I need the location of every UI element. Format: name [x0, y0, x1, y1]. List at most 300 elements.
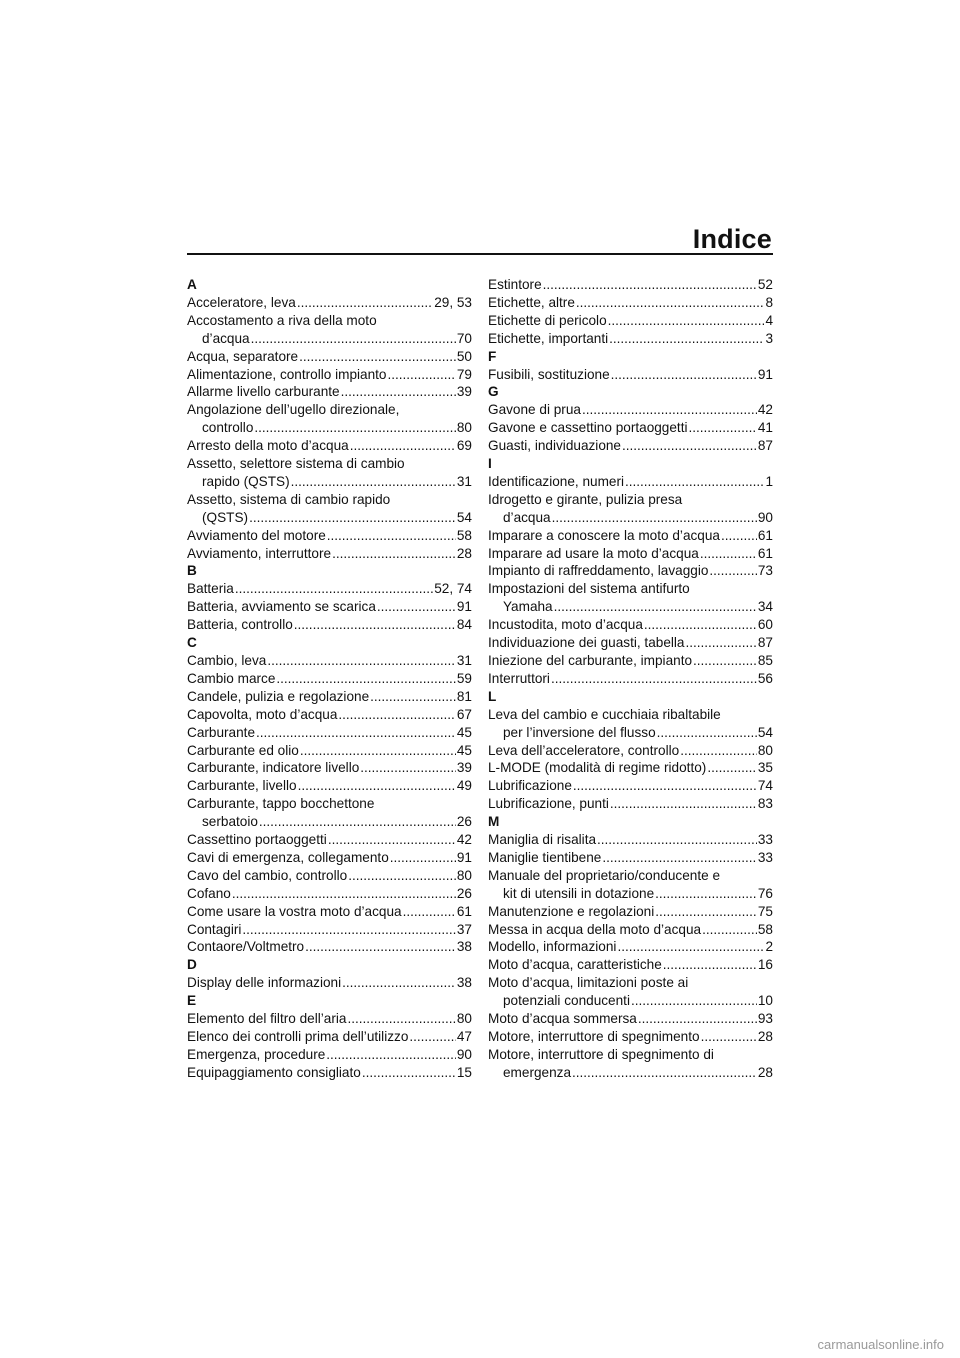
index-entry-text: Batteria, avviamento se scarica: [187, 599, 376, 615]
dot-leader: [602, 849, 757, 867]
dot-leader: [242, 921, 455, 939]
index-page-number: 10: [757, 993, 773, 1009]
dot-leader: [543, 276, 757, 294]
index-page-number: 1: [765, 473, 773, 489]
dot-leader: [403, 903, 456, 921]
dot-leader: [701, 1028, 757, 1046]
index-entry: [187, 670, 472, 688]
dot-leader: [622, 437, 757, 455]
index-page-number: 31: [456, 473, 472, 489]
index-page-number: 50: [456, 348, 472, 364]
title-divider: [187, 253, 773, 255]
dot-leader: [350, 437, 456, 455]
index-entry-text: Angolazione dell’ugello direzionale,: [187, 402, 400, 418]
index-entry: [488, 580, 773, 616]
dot-leader: [689, 419, 757, 437]
index-page-number: 38: [456, 975, 472, 991]
index-entry-text: rapido (QSTS): [202, 473, 290, 489]
index-entry-text: Manuale del proprietario/conducente e: [488, 867, 721, 883]
index-entry-text: Assetto, sistema di cambio rapido: [187, 491, 391, 507]
dot-leader: [267, 652, 456, 670]
index-page-number: 45: [456, 742, 472, 758]
index-entry: [488, 903, 773, 921]
index-entry-text: Batteria, controllo: [187, 617, 293, 633]
index-entry: [488, 437, 773, 455]
index-page-number: 56: [757, 670, 773, 686]
index-entry-text: Estintore: [488, 277, 542, 292]
index-entry-text: per l’inversione del flusso: [503, 724, 656, 740]
dot-leader: [291, 473, 456, 491]
dot-leader: [700, 545, 757, 563]
index-entry-text: Carburante, tappo bocchettone: [187, 796, 375, 812]
index-page-number: 93: [757, 1011, 773, 1027]
index-entry: [488, 921, 773, 939]
dot-leader: [611, 366, 757, 384]
index-entry: [187, 724, 472, 742]
index-entry: [488, 1046, 773, 1082]
index-entry-text: Leva dell’acceleratore, controllo: [488, 742, 680, 758]
dot-leader: [631, 992, 757, 1010]
dot-leader: [326, 1046, 456, 1064]
index-entry-text: d’acqua: [202, 330, 250, 346]
index-page-number: 61: [757, 545, 773, 561]
index-entry: [488, 330, 773, 348]
index-page-number: 85: [757, 652, 773, 668]
index-entry-text: controllo: [202, 420, 254, 436]
index-entry: [488, 276, 773, 294]
index-entry: [187, 921, 472, 939]
index-page-number: 75: [757, 903, 773, 919]
index-entry-text: Moto d’acqua, caratteristiche: [488, 957, 662, 973]
index-page-number: 16: [757, 957, 773, 973]
index-entry: [488, 742, 773, 760]
index-entry: [187, 1028, 472, 1046]
index-entry-text: Identificazione, numeri: [488, 473, 625, 489]
index-entry-text: serbatoio: [202, 814, 258, 830]
index-column-left: [187, 276, 472, 1082]
dot-leader: [609, 330, 764, 348]
index-entry: [488, 527, 773, 545]
index-entry: [187, 688, 472, 706]
dot-leader: [297, 294, 433, 312]
index-page-number: 80: [456, 867, 472, 883]
index-entry-text: Cavi di emergenza, collegamento: [187, 849, 389, 865]
index-page-number: 38: [456, 939, 472, 955]
index-entry: [187, 867, 472, 885]
index-page-number: 87: [757, 635, 773, 651]
index-entry: [488, 545, 773, 563]
index-letter-heading: I: [488, 456, 492, 472]
dot-leader: [256, 724, 456, 742]
index-entry-text: Cambio, leva: [187, 652, 267, 668]
index-entry: [488, 634, 773, 652]
dot-leader: [409, 1028, 455, 1046]
index-page-number: 34: [757, 599, 773, 615]
dot-leader: [608, 312, 765, 330]
index-entry: [488, 401, 773, 419]
index-letter-heading: F: [488, 348, 497, 364]
index-entry-text: Messa in acqua della moto d’acqua: [488, 921, 702, 937]
dot-leader: [276, 670, 455, 688]
index-entry-text: Cassettino portaoggetti: [187, 832, 327, 848]
dot-leader: [299, 348, 456, 366]
watermark: carmanualsonline.info: [817, 1337, 944, 1352]
index-entry-text: Accostamento a riva della moto: [187, 312, 377, 328]
index-letter-heading: E: [187, 993, 197, 1009]
dot-leader: [370, 688, 456, 706]
index-entry: [187, 366, 472, 384]
index-page-number: 80: [456, 420, 472, 436]
index-entry: [488, 795, 773, 813]
dot-leader: [572, 1064, 757, 1082]
dot-leader: [721, 527, 757, 545]
index-entry-text: Lubrificazione: [488, 778, 572, 794]
index-entry-text: Allarme livello carburante: [187, 384, 340, 400]
index-entry: [488, 491, 773, 527]
index-entry-text: d’acqua: [503, 509, 551, 525]
index-page-number: 2: [765, 939, 773, 955]
index-page-number: 52: [757, 277, 773, 292]
dot-leader: [232, 885, 456, 903]
dot-leader: [342, 974, 456, 992]
index-page-number: 41: [757, 420, 773, 436]
index-entry-text: Gavone e cassettino portaoggetti: [488, 420, 688, 436]
dot-leader: [551, 670, 757, 688]
index-letter-heading: L: [488, 688, 497, 704]
index-entry: [187, 849, 472, 867]
index-page-number: 70: [456, 330, 472, 346]
index-entry-text: Maniglie tientibene: [488, 849, 602, 865]
index-entry-text: Motore, interruttore di spegnimento: [488, 1028, 700, 1044]
dot-leader: [693, 652, 757, 670]
index-page-number: 29, 53: [434, 294, 472, 310]
index-page-number: 42: [757, 402, 773, 418]
index-entry: [488, 419, 773, 437]
index-letter-heading: D: [187, 957, 197, 973]
index-entry-text: Equipaggiamento consigliato: [187, 1064, 361, 1080]
index-entry-text: Cofano: [187, 885, 231, 901]
index-entry-text: Incustodita, moto d’acqua: [488, 617, 643, 633]
index-entry: [187, 795, 472, 831]
dot-leader: [305, 938, 456, 956]
index-entry: [187, 527, 472, 545]
index-entry: [187, 1046, 472, 1064]
index-entry-text: Assetto, selettore sistema di cambio: [187, 456, 405, 472]
index-entry-text: Guasti, individuazione: [488, 438, 621, 454]
index-page-number: 42: [456, 832, 472, 848]
index-entry: [488, 849, 773, 867]
index-page-number: 74: [757, 778, 773, 794]
dot-leader: [338, 706, 455, 724]
index-entry: [187, 974, 472, 992]
index-page-number: 67: [456, 706, 472, 722]
index-entry-text: Etichette, altre: [488, 294, 575, 310]
index-letter-heading: M: [488, 814, 500, 830]
dot-leader: [610, 795, 757, 813]
index-page-number: 54: [456, 509, 472, 525]
index-entry: [488, 562, 773, 580]
dot-leader: [251, 330, 456, 348]
index-page-number: 91: [456, 599, 472, 615]
index-entry-text: emergenza: [503, 1064, 572, 1080]
index-entry-text: Acqua, separatore: [187, 348, 299, 364]
index-entry: [187, 491, 472, 527]
index-page-number: 15: [456, 1064, 472, 1080]
dot-leader: [328, 831, 456, 849]
index-entry-text: Carburante, indicatore livello: [187, 760, 360, 776]
dot-leader: [686, 634, 757, 652]
index-entry: [488, 938, 773, 956]
index-entry: [488, 974, 773, 1010]
index-entry: [187, 455, 472, 491]
index-page-number: 39: [456, 384, 472, 400]
index-entry: [187, 759, 472, 777]
index-page-number: 49: [456, 778, 472, 794]
index-entry-text: Manutenzione e regolazioni: [488, 903, 655, 919]
index-page-number: 3: [765, 330, 773, 346]
index-letter-heading: C: [187, 635, 197, 651]
dot-leader: [348, 867, 456, 885]
index-entry-text: Candele, pulizia e regolazione: [187, 688, 370, 704]
index-entry-text: Carburante, livello: [187, 778, 297, 794]
index-entry: [488, 831, 773, 849]
index-page-number: 87: [757, 438, 773, 454]
index-page-number: 47: [456, 1028, 472, 1044]
dot-leader: [390, 849, 456, 867]
index-entry-text: Capovolta, moto d’acqua: [187, 706, 338, 722]
dot-leader: [327, 527, 456, 545]
index-entry-text: Moto d’acqua, limitazioni poste ai: [488, 975, 689, 991]
dot-leader: [347, 1010, 455, 1028]
dot-leader: [552, 509, 757, 527]
index-page-number: 45: [456, 724, 472, 740]
dot-leader: [573, 777, 757, 795]
index-entry-text: (QSTS): [202, 509, 249, 525]
index-page-number: 90: [757, 509, 773, 525]
dot-leader: [249, 509, 456, 527]
index-page-number: 73: [757, 563, 773, 579]
index-entry: [488, 706, 773, 742]
index-entry-text: Emergenza, procedure: [187, 1046, 326, 1062]
dot-leader: [576, 294, 765, 312]
index-entry-text: Lubrificazione, punti: [488, 796, 609, 812]
index-entry: [187, 1010, 472, 1028]
index-entry-text: Iniezione del carburante, impianto: [488, 652, 693, 668]
index-entry-text: Batteria: [187, 581, 234, 597]
index-entry-text: Etichette, importanti: [488, 330, 609, 346]
index-entry-text: Impianto di raffreddamento, lavaggio: [488, 563, 709, 579]
index-page-number: 90: [456, 1046, 472, 1062]
dot-leader: [597, 831, 757, 849]
dot-leader: [377, 598, 456, 616]
index-entry: [488, 759, 773, 777]
index-entry: [488, 670, 773, 688]
dot-leader: [644, 616, 757, 634]
index-entry-text: Impostazioni del sistema antifurto: [488, 581, 690, 597]
index-page-number: 81: [456, 688, 472, 704]
index-entry-text: Contagiri: [187, 921, 242, 937]
index-entry-text: Elenco dei controlli prima dell’utilizzo: [187, 1028, 409, 1044]
index-letter-heading: B: [187, 563, 197, 579]
index-entry: [488, 1010, 773, 1028]
index-page-number: 91: [456, 849, 472, 865]
index-page-number: 79: [456, 366, 472, 382]
dot-leader: [387, 366, 455, 384]
index-page-number: 58: [757, 921, 773, 937]
index-page-number: 4: [765, 312, 773, 328]
dot-leader: [254, 419, 455, 437]
index-page-number: 35: [757, 760, 773, 776]
index-page-number: 31: [456, 652, 472, 668]
index-entry-text: kit di utensili in dotazione: [503, 885, 655, 901]
index-entry-text: Imparare ad usare la moto d’acqua: [488, 545, 699, 561]
index-entry: [187, 598, 472, 616]
dot-leader: [655, 885, 757, 903]
page-title: Indice: [692, 224, 772, 254]
index-entry: [488, 366, 773, 384]
dot-leader: [360, 759, 456, 777]
index-page-number: 54: [757, 724, 773, 740]
index-entry: [187, 580, 472, 598]
index-entry-text: Moto d’acqua sommersa: [488, 1011, 637, 1027]
index-entry: [187, 652, 472, 670]
index-entry-text: Cambio marce: [187, 670, 276, 686]
index-entry-text: Motore, interruttore di spegnimento di: [488, 1046, 714, 1062]
index-entry: [187, 383, 472, 401]
index-entry-text: Idrogetto e girante, pulizia presa: [488, 491, 683, 507]
index-page-number: 80: [757, 742, 773, 758]
index-entry: [488, 312, 773, 330]
index-entry-text: Fusibili, sostituzione: [488, 366, 610, 382]
dot-leader: [362, 1064, 456, 1082]
index-entry: [488, 294, 773, 312]
dot-leader: [617, 938, 764, 956]
index-entry: [187, 938, 472, 956]
dot-leader: [235, 580, 433, 598]
dot-leader: [657, 724, 757, 742]
dot-leader: [294, 616, 456, 634]
index-page-number: 84: [456, 617, 472, 633]
index-entry: [187, 706, 472, 724]
index-page-number: 59: [456, 670, 472, 686]
index-entry: [187, 312, 472, 348]
index-page-number: 61: [757, 527, 773, 543]
dot-leader: [582, 401, 757, 419]
index-entry-text: Avviamento, interruttore: [187, 545, 332, 561]
index-entry-text: Maniglia di risalita: [488, 832, 597, 848]
dot-leader: [554, 598, 757, 616]
index-page-number: 91: [757, 366, 773, 382]
index-entry-text: Come usare la vostra moto d’acqua: [187, 903, 402, 919]
index-entry: [488, 867, 773, 903]
index-page-number: 39: [456, 760, 472, 776]
index-entry: [488, 473, 773, 491]
index-page-number: 26: [456, 885, 472, 901]
index-page-number: 69: [456, 438, 472, 454]
dot-leader: [341, 383, 456, 401]
dot-leader: [707, 759, 757, 777]
index-page-number: 26: [456, 814, 472, 830]
dot-leader: [332, 545, 456, 563]
index-page-number: 58: [456, 527, 472, 543]
dot-leader: [655, 903, 757, 921]
index-entry-text: Contaore/Voltmetro: [187, 939, 305, 955]
index-entry: [187, 1064, 472, 1082]
index-entry-text: Gavone di prua: [488, 402, 581, 418]
index-page-number: 52, 74: [434, 581, 472, 597]
index-entry: [488, 616, 773, 634]
dot-leader: [709, 562, 756, 580]
index-page-number: 83: [757, 796, 773, 812]
index-page-number: 61: [456, 903, 472, 919]
index-entry-text: Imparare a conoscere la moto d’acqua: [488, 527, 720, 543]
index-page-number: 28: [757, 1028, 773, 1044]
index-page-number: 28: [456, 545, 472, 561]
dot-leader: [625, 473, 764, 491]
index-entry-text: Display delle informazioni: [187, 975, 342, 991]
index-entry: [187, 401, 472, 437]
index-entry-text: Alimentazione, controllo impianto: [187, 366, 387, 382]
index-entry: [488, 777, 773, 795]
index-entry: [488, 1028, 773, 1046]
index-entry-text: Modello, informazioni: [488, 939, 617, 955]
index-column-right: [488, 276, 773, 1082]
index-entry: [187, 348, 472, 366]
index-entry: [187, 903, 472, 921]
index-entry-text: Avviamento del motore: [187, 527, 326, 543]
index-entry-text: Interruttori: [488, 670, 550, 686]
index-entry: [187, 545, 472, 563]
index-entry: [187, 777, 472, 795]
index-page-number: 80: [456, 1011, 472, 1027]
index-letter-heading: A: [187, 277, 197, 292]
index-entry-text: Carburante ed olio: [187, 742, 299, 758]
index-entry-text: Elemento del filtro dell’aria: [187, 1011, 347, 1027]
dot-leader: [663, 956, 757, 974]
index-letter-heading: G: [488, 384, 499, 400]
index-entry-text: Yamaha: [503, 599, 553, 615]
index-entry: [187, 616, 472, 634]
index-entry-text: Arresto della moto d’acqua: [187, 438, 349, 454]
index-page-number: 8: [765, 294, 773, 310]
index-entry-text: Leva del cambio e cucchiaia ribaltabile: [488, 706, 721, 722]
index-entry: [187, 742, 472, 760]
index-entry: [488, 956, 773, 974]
index-page-number: 33: [757, 832, 773, 848]
dot-leader: [680, 742, 757, 760]
dot-leader: [638, 1010, 757, 1028]
dot-leader: [300, 742, 456, 760]
index-entry-text: Etichette di pericolo: [488, 312, 607, 328]
index-entry-text: Acceleratore, leva: [187, 294, 296, 310]
index-entry: [187, 294, 472, 312]
index-entry-text: Individuazione dei guasti, tabella: [488, 635, 685, 651]
index-page-number: 76: [757, 885, 773, 901]
index-page-number: 28: [757, 1064, 773, 1080]
index-entry: [187, 831, 472, 849]
index-entry-text: Carburante: [187, 724, 256, 740]
index-entry: [488, 652, 773, 670]
index-page-number: 37: [456, 921, 472, 937]
dot-leader: [298, 777, 456, 795]
index-entry: [187, 437, 472, 455]
index-entry-text: L-MODE (modalità di regime ridotto): [488, 760, 707, 776]
index-page-number: 33: [757, 849, 773, 865]
index-entry-text: potenziali conducenti: [503, 993, 630, 1009]
index-entry: [187, 885, 472, 903]
dot-leader: [259, 813, 456, 831]
index-entry-text: Cavo del cambio, controllo: [187, 867, 348, 883]
